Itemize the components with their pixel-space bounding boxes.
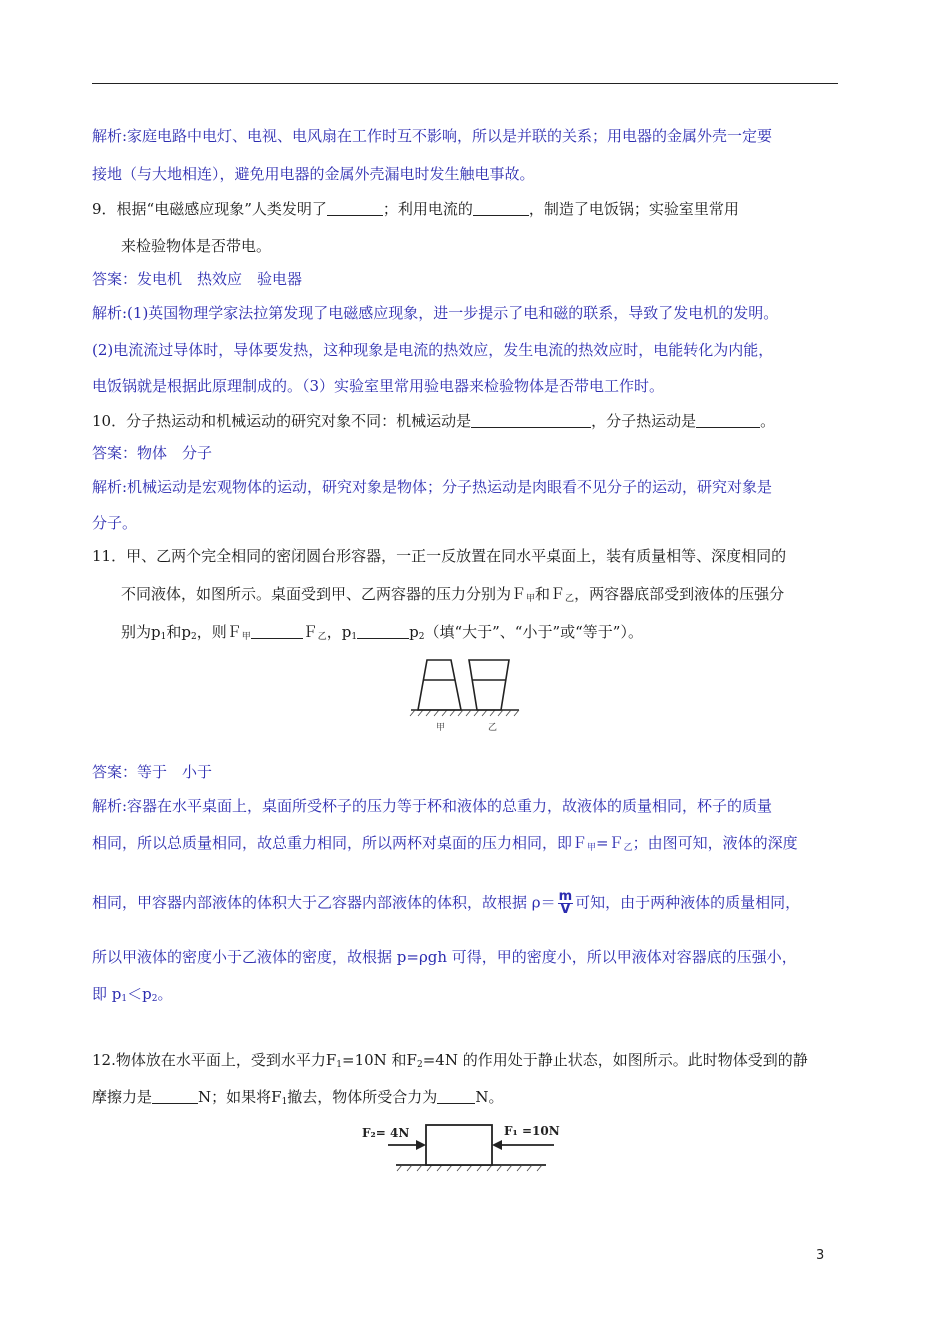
q11-blank-2: [357, 624, 409, 639]
page-number: 3: [816, 1248, 825, 1263]
header-rule: [92, 83, 838, 84]
q9-explanation-line-1: 解析:(1)英国物理学家法拉第发现了电磁感应现象，进一步提示了电和磁的联系，导致了发电机的发明。: [92, 304, 779, 322]
f1-label: F₁ =10N: [504, 1124, 560, 1138]
q8-explanation-line-1: 解析:家庭电路中电灯、电视、电风扇在工作时互不影响，所以是并联的关系；用电器的金属外壳一定要: [92, 127, 773, 145]
q12-question-line-1: 12.物体放在水平面上，受到水平力$F_1=10N$ 和$F_2=4N$ 的作用处于静止状态，如图所示。此时物体受到的静: [92, 1051, 808, 1070]
q11-explanation-line-1: 解析:容器在水平桌面上，桌面所受杯子的压力等于杯和液体的总重力，故液体的质量相同，杯子的质量: [92, 797, 773, 815]
f2-arrow-head: [416, 1140, 426, 1150]
q11-answer: 答案：等于 小于: [92, 763, 213, 781]
q9-blank-2: [473, 201, 529, 216]
q11-containers-figure: [405, 652, 530, 737]
q9-explanation-line-2: (2)电流流过导体时，导体要发热，这种现象是电流的热效应，发生电流的热效应时，电能转化为内能，: [92, 341, 774, 359]
q9-answer: 答案：发电机 热效应 验电器: [92, 270, 303, 288]
q12-question-line-2: 摩擦力是 N；如果将$F_1$撤去，物体所受合力为 N。: [92, 1088, 504, 1107]
q11-question-line-3: 别为$p_1$和$p_2$，则Ｆ$_甲$ Ｆ$_乙$，$p_1$ $p_2$（填“大于”、“小于”或“等于”）。: [121, 623, 643, 642]
table-hatching: [410, 710, 519, 716]
label-jia: 甲: [436, 723, 446, 733]
label-yi: 乙: [488, 723, 498, 733]
block: [426, 1125, 492, 1165]
q11-question-line-2: 不同液体，如图所示。桌面受到甲、乙两容器的压力分别为Ｆ$_甲$和Ｆ$_乙$，两容器底部受到液体的压强分: [121, 585, 785, 604]
q11-explanation-line-2: 相同，所以总质量相同，故总重力相同，所以两杯对桌面的压力相同，即Ｆ$_甲$=Ｆ$_乙$；由图可知，液体的深度: [92, 834, 798, 853]
q10-question: 10．分子热运动和机械运动的研究对象不同：机械运动是 ，分子热运动是 。: [92, 412, 776, 430]
q11-explanation-line-5: 即 $p_1<p_2$。: [92, 985, 173, 1004]
container-jia: [418, 660, 461, 710]
q12-forces-figure: [358, 1117, 578, 1187]
ground-hatching: [397, 1165, 542, 1171]
q10-explanation-line-1: 解析:机械运动是宏观物体的运动，研究对象是物体；分子热运动是肉眼看不见分子的运动，研究对象是: [92, 478, 773, 496]
q12-blank-1: [152, 1089, 198, 1104]
q11-question-line-1: 11．甲、乙两个完全相同的密闭圆台形容器，一正一反放置在同水平桌面上，装有质量相等、深度相同的: [92, 547, 787, 565]
q12-blank-2: [437, 1089, 475, 1104]
q9-explanation-line-3: 电饭锅就是根据此原理制成的。（3）实验室里常用验电器来检验物体是否带电工作时。: [92, 377, 665, 395]
q10-blank-1: [471, 413, 591, 428]
q11-explanation-line-4: 所以甲液体的密度小于乙液体的密度，故根据 p=ρgh 可得，甲的密度小，所以甲液体对容器底的压强小，: [92, 948, 797, 966]
q10-blank-2: [696, 413, 760, 428]
q9-blank-1: [327, 201, 383, 216]
q9-question-line-2: 来检验物体是否带电。: [121, 237, 272, 255]
q10-explanation-line-2: 分子。: [92, 514, 138, 532]
q10-answer: 答案：物体 分子: [92, 444, 213, 462]
q9-question-line-1: 9．根据“电磁感应现象”人类发明了 ；利用电流的 ，制造了电饭锅；实验室里常用: [92, 200, 739, 218]
q11-explanation-line-3: 相同，甲容器内部液体的体积大于乙容器内部液体的体积，故根据 ρ＝ $\frac{m}{V}$ 可知，由于两种液体的质量相同，: [92, 889, 801, 917]
f2-label: F₂= 4N: [362, 1126, 410, 1140]
density-fraction: $\frac{m}{V}$: [558, 889, 573, 917]
q8-explanation-line-2: 接地（与大地相连），避免用电器的金属外壳漏电时发生触电事故。: [92, 165, 535, 183]
q11-blank-1: [251, 624, 303, 639]
container-yi: [469, 660, 509, 710]
f1-arrow-head: [492, 1140, 502, 1150]
